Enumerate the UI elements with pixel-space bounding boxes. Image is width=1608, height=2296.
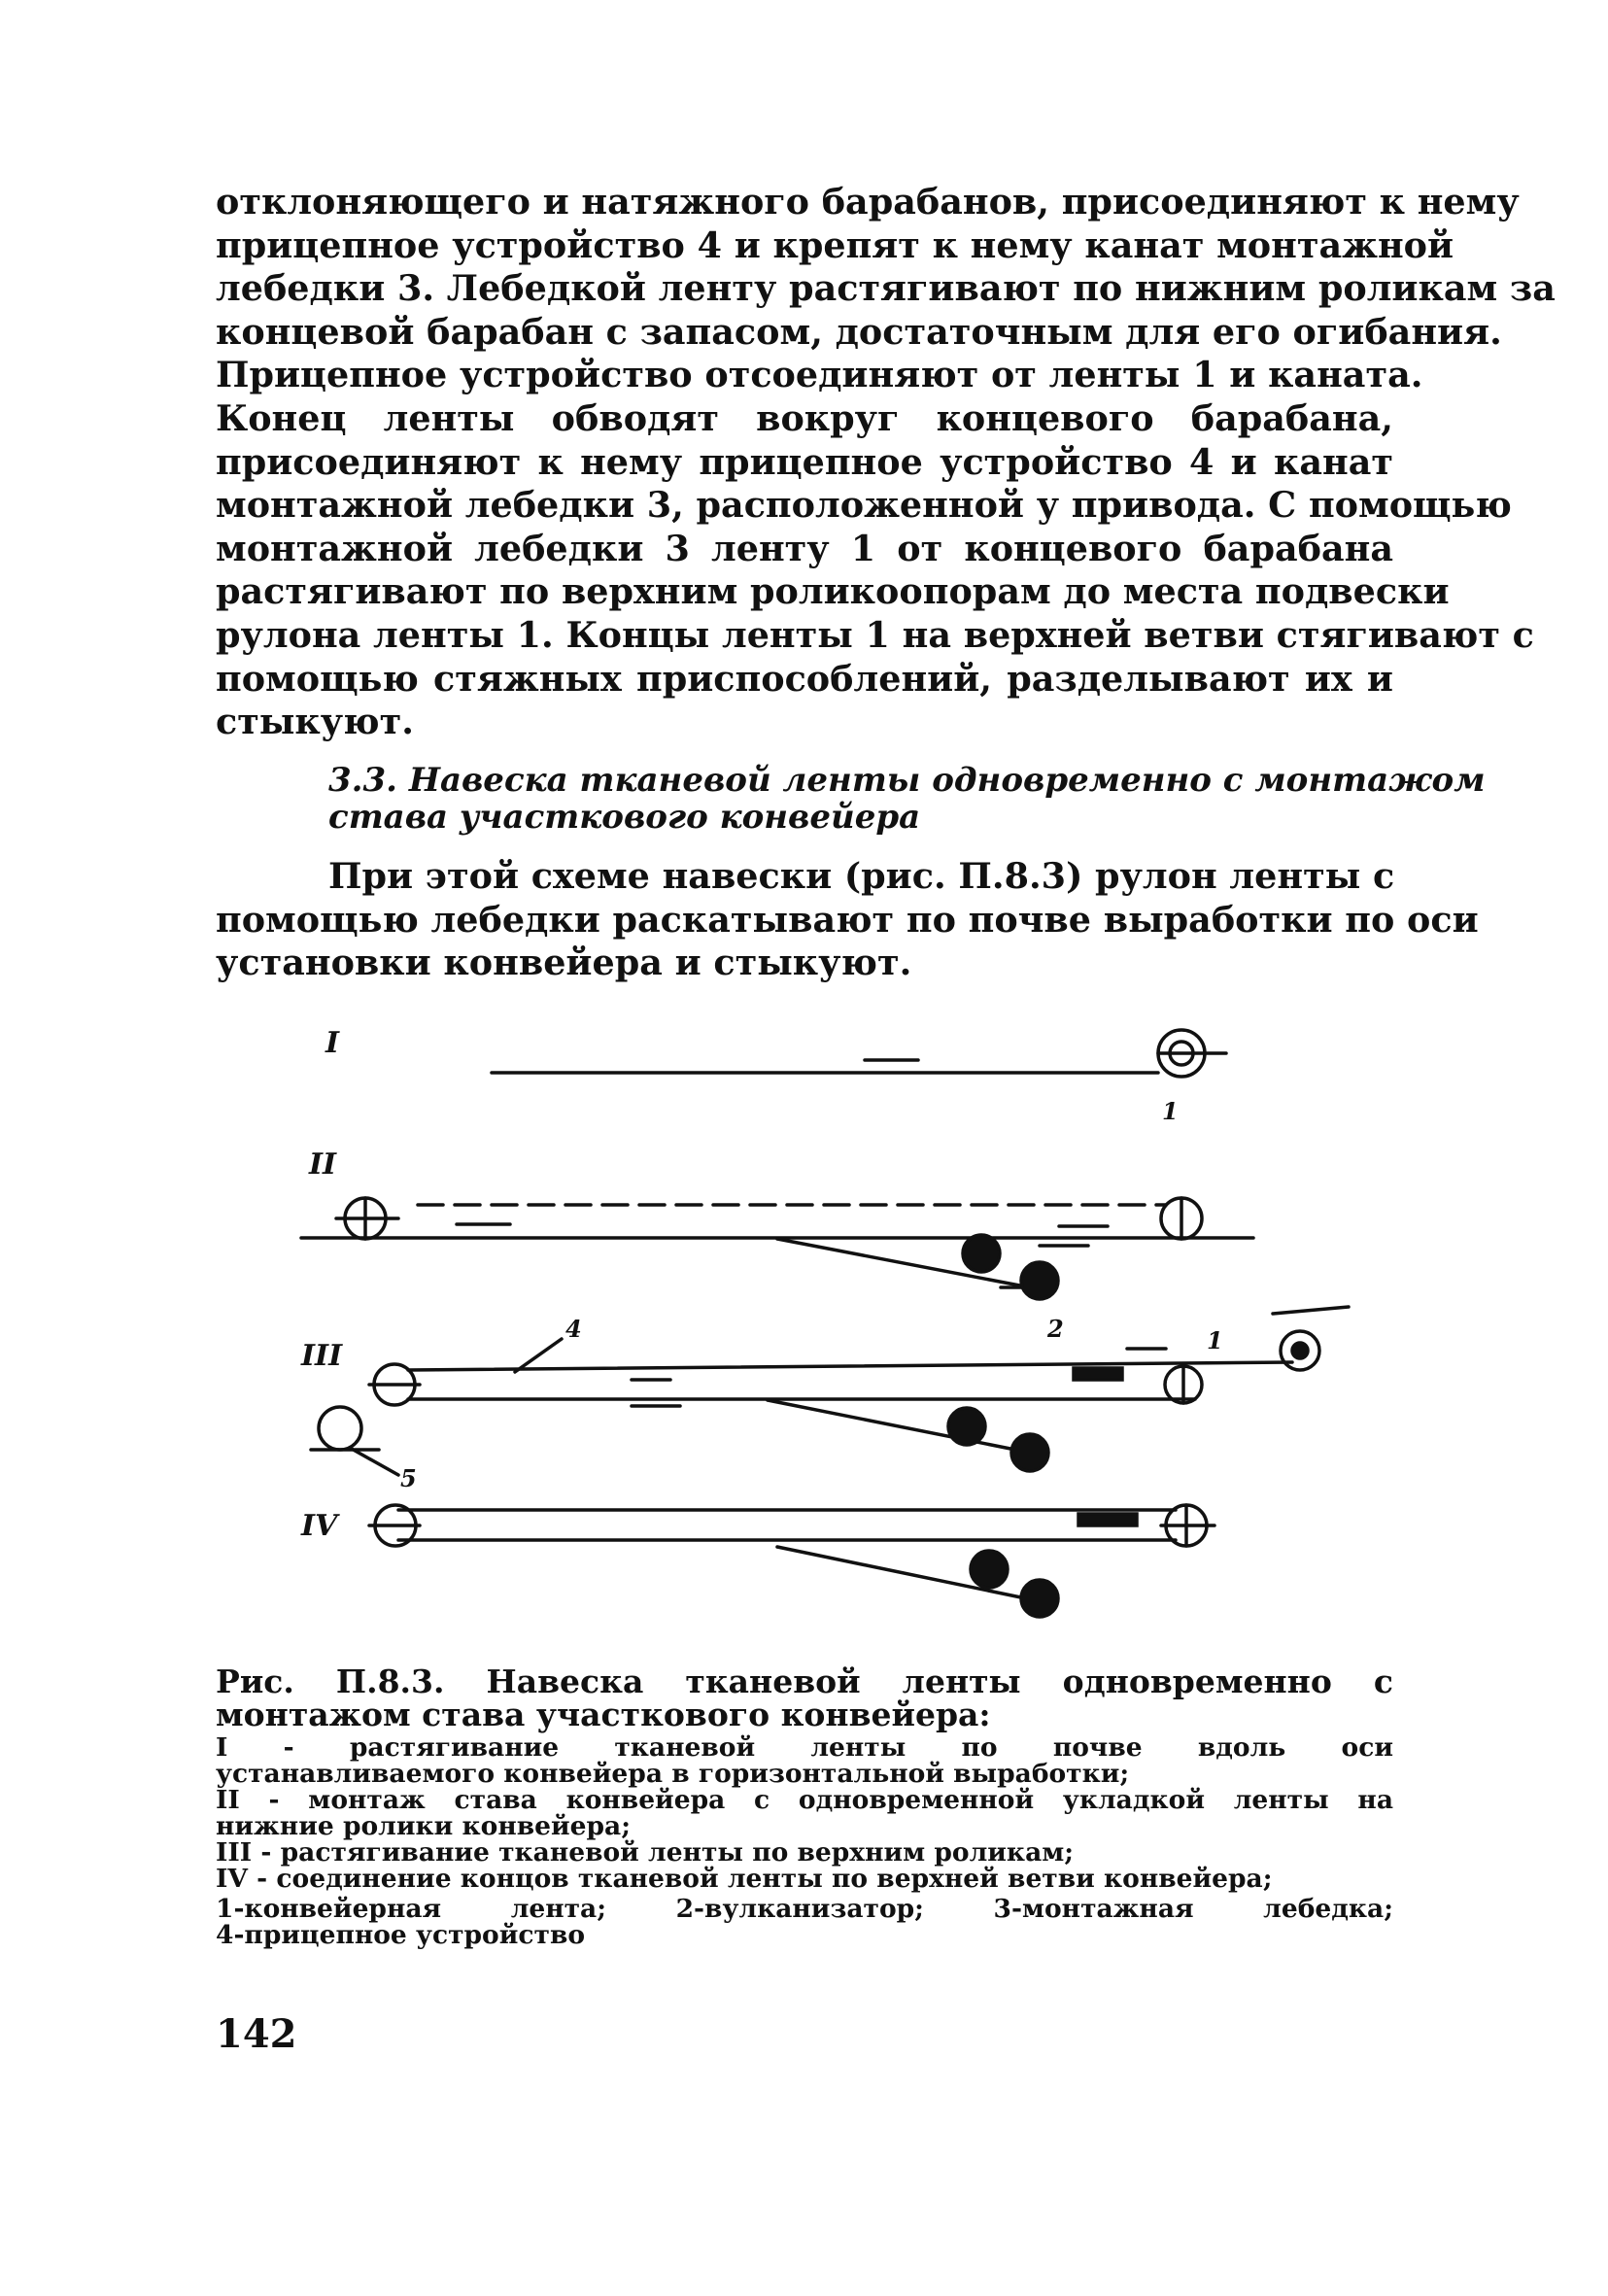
caption-item — [216, 1787, 1393, 1839]
text-line: растягивают по верхним роликоопорам до места подвески — [216, 570, 1450, 613]
stage-iv-diagram — [300, 1505, 1215, 1617]
text-line: рулона ленты 1. Концы ленты 1 на верхней ветви стягивают с — [216, 613, 1534, 656]
text-line: помощью стяжных приспособлений, разделывают их и — [216, 657, 1393, 700]
caption-title-line: монтажом става участкового конвейера: — [216, 1696, 991, 1733]
stage-iii-diagram — [300, 1307, 1349, 1492]
caption-item-line: IV - соединение концов тканевой ленты по верхней ветви конвейера; — [216, 1864, 1273, 1894]
caption-item-line: 4-прицепное устройство — [216, 1920, 586, 1950]
callout-5: 5 — [400, 1464, 417, 1492]
caption-item-line: III - растягивание тканевой ленты по верхним роликам; — [216, 1837, 1075, 1868]
caption-item — [216, 1734, 1393, 1787]
callout-2: 2 — [1047, 1315, 1064, 1343]
text-line: присоединяют к нему прицепное устройство 4 и канат — [216, 440, 1393, 483]
stage-i-diagram — [325, 1026, 1226, 1125]
text-line: При этой схеме навески (рис. П.8.3) рулон ленты с — [328, 855, 1395, 897]
heading-line: 3.3. Навеска тканевой ленты одновременно с монтажом — [328, 761, 1486, 800]
belt-roll-core — [1292, 1343, 1308, 1358]
text-line: Конец ленты обводят вокруг концевого барабана, — [216, 396, 1393, 439]
caption-item — [216, 1896, 1393, 1948]
text-line: стыкуют. — [216, 701, 414, 743]
stage-label-iv: IV — [301, 1509, 338, 1543]
caption-item — [216, 1839, 1393, 1866]
stage-label-i: I — [325, 1026, 340, 1060]
text-line: помощью лебедки раскатывают по почве выработки по оси — [216, 898, 1479, 941]
stage-ii-diagram — [301, 1148, 1253, 1299]
text-line: лебедки 3. Лебедкой ленту растягивают по нижним роликам за — [216, 267, 1556, 310]
page-number: 142 — [216, 2011, 297, 2057]
text-line: установки конвейера и стыкуют. — [216, 942, 912, 984]
text-line: отклоняющего и натяжного барабанов, присоединяют к нему — [216, 181, 1520, 223]
text-line: монтажной лебедки 3 ленту 1 от концевого барабана — [216, 527, 1393, 569]
drive-drum — [948, 1408, 985, 1445]
figure-caption — [216, 1662, 1393, 1950]
vulcanizer — [1074, 1368, 1122, 1380]
caption-item-line: нижние ролики конвейера; — [216, 1811, 631, 1841]
drive-drum — [963, 1235, 1000, 1272]
cable — [350, 1448, 398, 1475]
belt-slope — [768, 1400, 1030, 1453]
caption-item-line: I - растягивание тканевой ленты по почве вдоль оси — [216, 1732, 1393, 1763]
upper-belt — [408, 1362, 1292, 1370]
drive-drum — [1021, 1262, 1058, 1299]
text-line: концевой барабан с запасом, достаточным для его огибания. — [216, 310, 1502, 353]
caption-item-line: 1-конвейерная лента; 2-вулканизатор; 3-монтажная лебедка; — [216, 1894, 1393, 1924]
text-line: прицепное устройство 4 и крепят к нему канат монтажной — [216, 223, 1454, 266]
hitch-cable — [515, 1339, 562, 1372]
vulcanizer — [1078, 1514, 1137, 1525]
caption-item-line: II - монтаж става конвейера с одновременной укладкой ленты на — [216, 1785, 1393, 1815]
caption-item — [216, 1866, 1393, 1892]
stage-label-ii: II — [309, 1148, 337, 1182]
drive-drum — [971, 1551, 1008, 1588]
caption-title-line: Рис. П.8.3. Навеска тканевой ленты одновременно с — [216, 1662, 1393, 1700]
caption-item-line: устанавливаемого конвейера в горизонтальной выработки; — [216, 1759, 1130, 1789]
roll-support — [1273, 1307, 1349, 1314]
caption-title — [216, 1662, 1393, 1733]
callout-1: 1 — [1162, 1097, 1179, 1125]
drive-drum — [1021, 1580, 1058, 1617]
heading-line: става участкового конвейера — [328, 798, 921, 837]
text-line: монтажной лебедки 3, расположенной у привода. С помощью — [216, 484, 1512, 527]
drive-drum — [1011, 1434, 1048, 1471]
callout-4: 4 — [565, 1315, 582, 1343]
stage-label-iii: III — [301, 1339, 343, 1373]
text-line: Прицепное устройство отсоединяют от ленты 1 и каната. — [216, 354, 1423, 396]
winch — [319, 1407, 361, 1450]
callout-1b: 1 — [1207, 1326, 1223, 1354]
